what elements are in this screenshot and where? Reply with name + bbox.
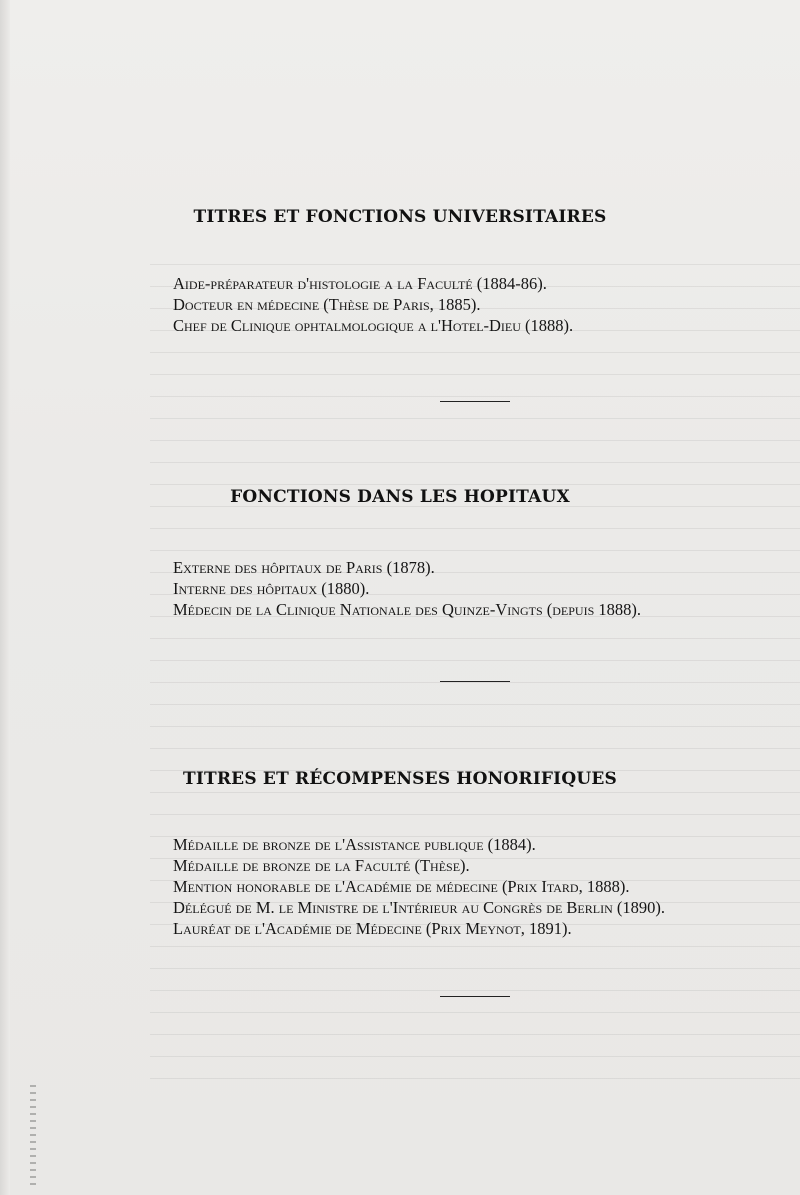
section-entries-hopitaux — [173, 557, 641, 620]
binding-marks — [30, 1085, 36, 1185]
entry-line: Aide-préparateur d'histologie a la Faculté (1884-86). — [173, 274, 547, 293]
section-divider — [440, 681, 510, 682]
entry-line: Interne des hôpitaux (1880). — [173, 579, 370, 598]
entry-line: Médecin de la Clinique Nationale des Quinze-Vingts (depuis 1888). — [173, 600, 641, 619]
entry-line: Externe des hôpitaux de Paris (1878). — [173, 558, 435, 577]
entry-line: Lauréat de l'Académie de Médecine (Prix Meynot, 1891). — [173, 919, 572, 938]
entry-line: Délégué de M. le Ministre de l'Intérieur au Congrès de Berlin (1890). — [173, 898, 665, 917]
entry-line: Mention honorable de l'Académie de médecine (Prix Itard, 1888). — [173, 877, 630, 896]
section-entries-universitaires — [173, 273, 573, 336]
section-heading-honorifiques: TITRES ET RÉCOMPENSES HONORIFIQUES — [183, 769, 617, 789]
page-left-edge — [0, 0, 10, 1195]
bleed-through-texture — [150, 250, 800, 1090]
section-divider — [440, 996, 510, 997]
entry-line: Médaille de bronze de l'Assistance publique (1884). — [173, 835, 536, 854]
entry-line: Chef de Clinique ophtalmologique a l'Hotel-Dieu (1888). — [173, 316, 574, 335]
entry-line: Docteur en médecine (Thèse de Paris, 1885). — [173, 295, 481, 314]
section-divider — [440, 401, 510, 402]
section-heading-universitaires: TITRES ET FONCTIONS UNIVERSITAIRES — [193, 207, 607, 227]
entry-line: Médaille de bronze de la Faculté (Thèse). — [173, 856, 470, 875]
section-heading-hopitaux: FONCTIONS DANS LES HOPITAUX — [230, 487, 570, 507]
section-entries-honorifiques — [173, 834, 665, 939]
